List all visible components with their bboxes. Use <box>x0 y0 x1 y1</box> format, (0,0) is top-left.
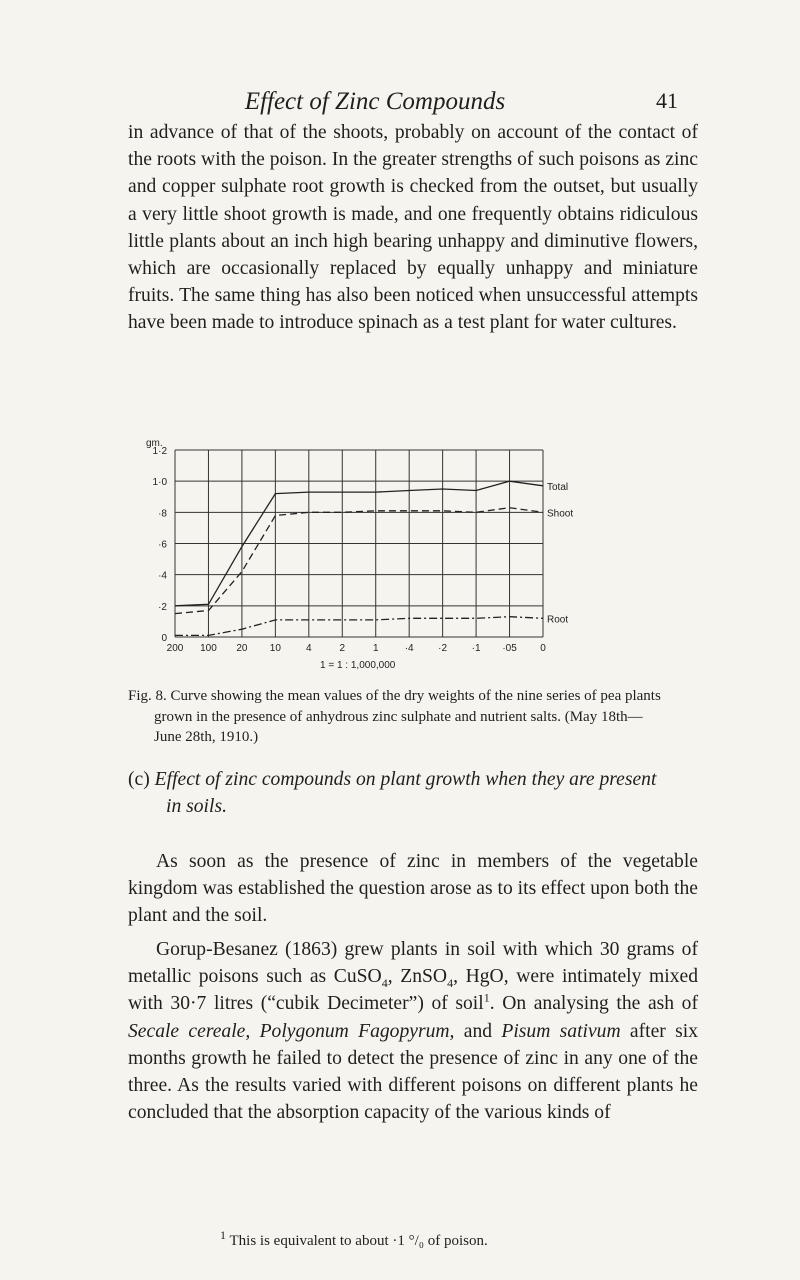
p3-subscript-2: 4 <box>447 976 454 991</box>
paragraph-gorup-besanez <box>128 936 698 1126</box>
figure-8-chart <box>146 436 600 676</box>
p3-text-3: , HgO, were intimately mixed with 30·7 litres (“cubik Decimeter”) of soil <box>128 966 698 1015</box>
p3-text-1: Gorup-Besanez (1863) grew plants in soil with which 30 grams of metallic poisons such as CuSO <box>128 939 698 988</box>
x-tick-label: ·2 <box>438 643 448 654</box>
section-heading <box>128 766 708 820</box>
p3-subscript-1: 4 <box>381 976 388 991</box>
figure-caption <box>128 686 698 748</box>
p3-text-5: and <box>454 1020 502 1042</box>
footnote <box>220 1228 700 1250</box>
x-scale-note: 1 = 1 : 1,000,000 <box>320 660 396 671</box>
paragraph-zinc-presence: As soon as the presence of zinc in members of the vegetable kingdom was established the question arose as to its effect upon both the plant and the soil. <box>128 851 698 927</box>
y-tick-label: ·2 <box>158 601 167 613</box>
caption-line-1: Curve showing the mean values of the dry weights of the nine series of pea plants <box>170 688 661 704</box>
x-tick-label: 200 <box>166 643 184 654</box>
running-title: Effect of Zinc Compounds <box>244 88 506 115</box>
x-tick-label: 1 <box>372 643 379 654</box>
section-label: (c) <box>128 769 150 790</box>
x-tick-label: 10 <box>269 643 281 654</box>
p3-text-4: . On analysing the ash of <box>489 993 698 1015</box>
x-tick-label: 4 <box>306 643 312 654</box>
y-tick-label: ·6 <box>158 539 167 551</box>
y-tick-label: 1·0 <box>152 477 167 489</box>
y-tick-label: 0 <box>161 633 167 644</box>
series-label-total: Total <box>547 481 569 493</box>
page-number: 41 <box>656 88 678 113</box>
caption-lead: Fig. 8. <box>128 688 167 704</box>
footnote-text: This is equivalent to about ·1 °/₀ of poison. <box>229 1233 488 1249</box>
x-tick-label: 2 <box>339 643 346 654</box>
y-tick-label: ·4 <box>158 570 167 582</box>
p3-text-2: , ZnSO <box>387 966 448 988</box>
species-names-1: Secale cereale, Polygonum Fagopyrum, <box>128 1020 455 1042</box>
paragraph-roots-shoots: in advance of that of the shoots, probably on account of the contact of the roots with the poison. In the greater strengths of such poisons as zinc and copper sulphate root growth is checked from the outset, but usually a very little shoot growth is made, and one frequently obtains ridiculous little plants about an inch high bearing unhappy and diminutive flowers, which are occasionally replaced by equally unhappy and miniature fruits. The same thing has also been noticed when unsuccessful attempts have been made to introduce spinach as a test plant for water cultures. <box>128 122 698 334</box>
section-title-cont: in soils. <box>166 796 227 818</box>
caption-line-3: June 28th, 1910.) <box>154 729 259 745</box>
x-tick-label: ·05 <box>502 643 517 654</box>
x-tick-label: ·1 <box>471 643 481 654</box>
footnote-marker: 1 <box>220 1228 226 1242</box>
y-tick-label: 1·2 <box>152 446 167 457</box>
species-name-pisum: Pisum sativum <box>501 1020 621 1042</box>
series-line-shoot <box>175 508 543 614</box>
x-tick-label: 20 <box>236 643 248 654</box>
footnote-ref: 1 <box>483 990 490 1005</box>
x-tick-label: 100 <box>200 643 217 654</box>
x-tick-label: 0 <box>540 643 546 654</box>
p3-text-6: after six months growth he failed to detect the presence of zinc in any one of the three. As the results varied with different poisons on different plants he concluded that the absorption capacity of the various kinds of <box>128 1020 698 1124</box>
y-tick-label: ·8 <box>158 508 167 520</box>
caption-line-2: grown in the presence of anhydrous zinc sulphate and nutrient salts. (May 18th— <box>154 708 643 725</box>
y-unit-label: gm. <box>146 438 163 449</box>
chart-svg <box>146 436 600 676</box>
series-line-root <box>175 617 543 636</box>
series-label-shoot: Shoot <box>547 508 574 520</box>
x-tick-label: ·4 <box>404 643 414 654</box>
running-head <box>0 88 800 118</box>
section-title: Effect of zinc compounds on plant growth when they are present <box>154 769 657 790</box>
series-label-root: Root <box>547 614 569 626</box>
